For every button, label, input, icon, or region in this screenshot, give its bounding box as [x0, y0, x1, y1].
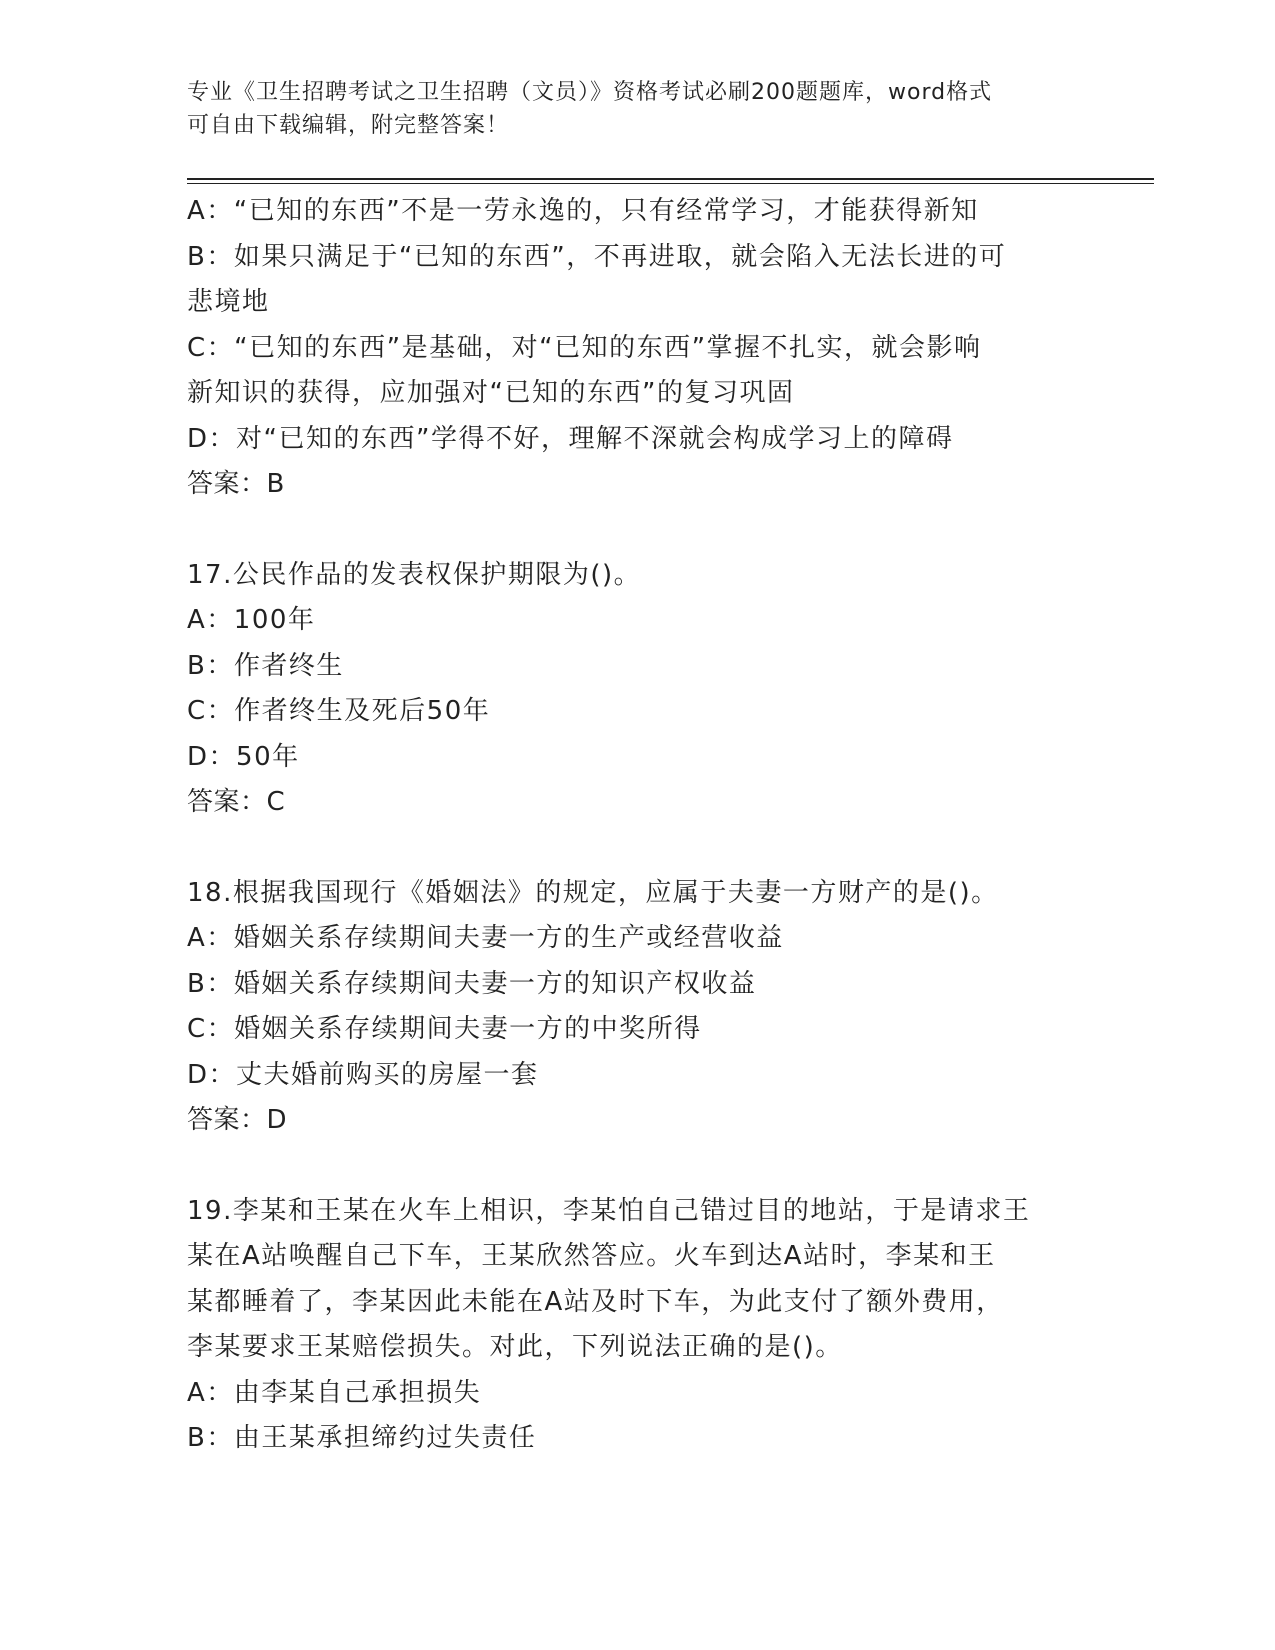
option-b: B：作者终生	[187, 650, 344, 681]
option-a: A：“已知的东西”不是一劳永逸的，只有经常学习，才能获得新知	[187, 196, 979, 226]
question-16	[187, 189, 1087, 508]
question-stem: 18.根据我国现行《婚姻法》的规定，应属于夫妻一方财产的是()。	[187, 877, 999, 908]
option-c: C：“已知的东西”是基础，对“已知的东西”掌握不扎实，就会影响	[187, 332, 982, 363]
question-stem: 19.李某和王某在火车上相识，李某怕自己错过目的地站，于是请求王	[187, 1195, 1031, 1226]
option-c-continued: 新知识的获得，应加强对“已知的东西”的复习巩固	[187, 378, 795, 408]
option-a: A：100年	[187, 605, 316, 635]
option-b: B：由王某承担缔约过失责任	[187, 1423, 537, 1453]
option-d: D：对“已知的东西”学得不好，理解不深就会构成学习上的障碍	[187, 423, 954, 454]
option-d: D：50年	[187, 741, 300, 772]
header-line-2: 可自由下载编辑，附完整答案！	[187, 113, 510, 138]
spacer	[187, 1144, 1087, 1189]
answer: 答案：B	[187, 469, 285, 499]
question-stem-continued: 某都睡着了，李某因此未能在A站及时下车，为此支付了额外费用，	[187, 1286, 1004, 1317]
question-18	[187, 871, 1087, 1144]
spacer	[187, 826, 1087, 871]
question-19	[187, 1189, 1087, 1462]
header-divider-thick	[187, 178, 1154, 180]
option-a: A：由李某自己承担损失	[187, 1377, 482, 1408]
option-c: C：婚姻关系存续期间夫妻一方的中奖所得	[187, 1014, 702, 1044]
option-b: B：婚姻关系存续期间夫妻一方的知识产权收益	[187, 968, 757, 999]
answer: 答案：D	[187, 1105, 288, 1135]
question-stem-continued: 某在A站唤醒自己下车，王某欣然答应。火车到达A站时，李某和王	[187, 1241, 996, 1271]
question-stem-continued: 李某要求王某赔偿损失。对此，下列说法正确的是()。	[187, 1332, 843, 1362]
document-header	[187, 76, 1087, 142]
header-line-1: 专业《卫生招聘考试之卫生招聘（文员）》资格考试必刷200题题库，word格式	[187, 80, 993, 105]
option-b: B：如果只满足于“已知的东西”，不再进取，就会陷入无法长进的可	[187, 241, 1007, 272]
header-divider-thin	[187, 183, 1154, 184]
option-c: C：作者终生及死后50年	[187, 696, 491, 726]
question-content	[187, 189, 1087, 1462]
option-d: D：丈夫婚前购买的房屋一套	[187, 1059, 539, 1090]
question-stem: 17.公民作品的发表权保护期限为()。	[187, 559, 642, 590]
spacer	[187, 508, 1087, 553]
option-b-continued: 悲境地	[187, 287, 270, 317]
question-17	[187, 553, 1087, 826]
option-a: A：婚姻关系存续期间夫妻一方的生产或经营收益	[187, 923, 784, 953]
answer: 答案：C	[187, 787, 286, 817]
